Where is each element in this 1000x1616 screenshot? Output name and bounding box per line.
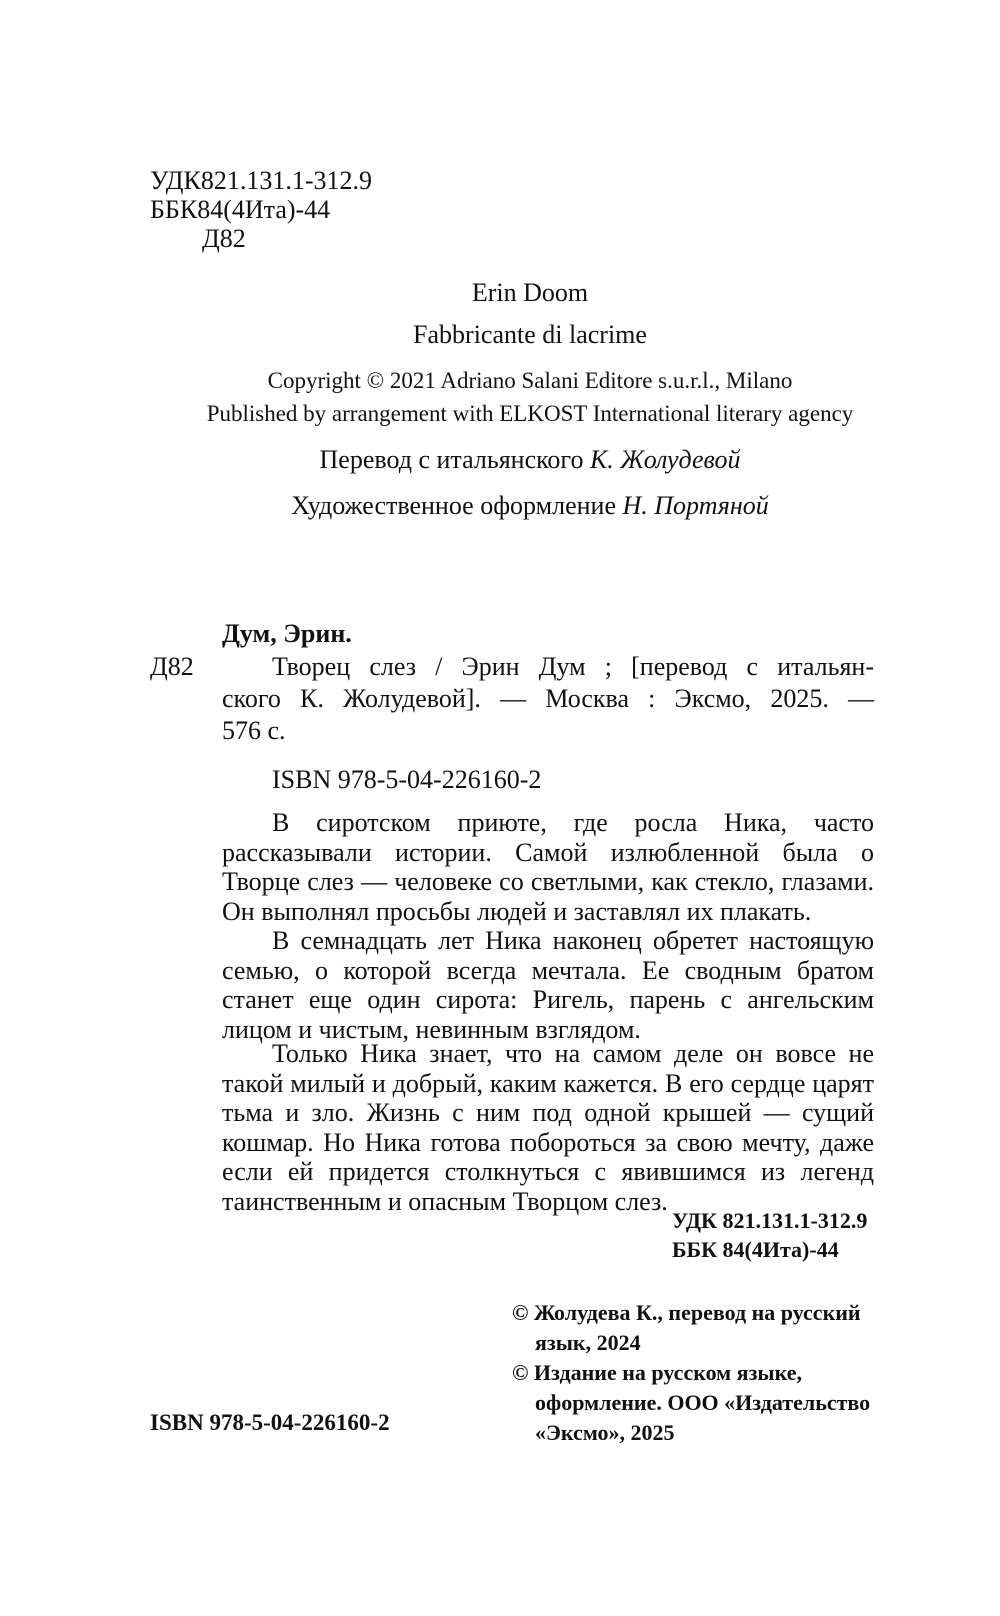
annotation-paragraph-3: Только Ника знает, что на самом деле он вовсе не такой милый и добрый, каким кажется. В его сердце царят тьма и зло. Жизнь с ним под одной крышей — сущий кошмар. Но Ника готова побороться за свою мечту, даже если ей придется столкнуться с явившимся из легенд таинственным и опасным Творцом слез. (222, 1039, 874, 1216)
designer-name: Н. Портяной (622, 491, 769, 520)
design-prefix: Художественное оформление (291, 491, 616, 520)
copyright-edition-line2: оформление. ООО «Издательство (535, 1390, 871, 1415)
annotation-paragraph-1: В сиротском приюте, где росла Ника, часто рассказывали истории. Самой излюбленной была о Творце слез — человеке со светлыми, как стекло, глазами. Он выполнял просьбы людей и заставлял их плакать. (222, 808, 874, 926)
design-credit (0, 491, 1000, 521)
copyright-translation-line1: © Жолудева К., перевод на русский (512, 1300, 861, 1325)
copyright-edition-line1: © Издание на русском языке, (512, 1360, 802, 1385)
footer-udk: УДК 821.131.1-312.9 (672, 1208, 868, 1233)
bbk-code: ББК84(4Ита)-44 (150, 195, 331, 224)
footer-isbn: ISBN 978-5-04-226160-2 (150, 1410, 390, 1435)
catalog-heading: Дум, Эрин. (222, 619, 352, 648)
author-mark: Д82 (202, 224, 246, 253)
copyright-edition (512, 1358, 870, 1448)
copyright-edition-line3: «Эксмо», 2025 (535, 1420, 675, 1445)
copyright-translation (512, 1298, 861, 1358)
catalog-entry-line1: Творец слез / Эрин Дум ; [перевод с итальян- (272, 652, 874, 681)
udk-code: УДК821.131.1-312.9 (150, 166, 373, 195)
catalog-entry-line3: 576 с. (222, 716, 286, 745)
catalog-entry-line2: ского К. Жолудевой]. — Москва : Эксмо, 2025. — (222, 684, 874, 713)
original-author: Erin Doom (471, 278, 589, 307)
catalog-mark: Д82 (150, 652, 194, 681)
publishing-arrangement: Published by arrangement with ELKOST International literary agency (206, 401, 854, 426)
catalog-isbn: ISBN 978-5-04-226160-2 (272, 765, 542, 794)
translation-prefix: Перевод с итальянского (319, 445, 584, 474)
original-title: Fabbricante di lacrime (413, 320, 647, 349)
footer-bbk: ББК 84(4Ита)-44 (672, 1237, 839, 1262)
translation-credit (0, 445, 1000, 475)
annotation-paragraph-2: В семнадцать лет Ника наконец обретет настоящую семью, о которой всегда мечтала. Ее сводным братом станет еще один сирота: Ригель, парень с ангельским лицом и чистым, невинным взглядом. (222, 926, 874, 1044)
copyright-translation-line2: язык, 2024 (535, 1330, 641, 1355)
translator-name: К. Жолудевой (589, 445, 741, 474)
original-copyright: Copyright © 2021 Adriano Salani Editore s.u.r.l., Milano (267, 368, 793, 393)
